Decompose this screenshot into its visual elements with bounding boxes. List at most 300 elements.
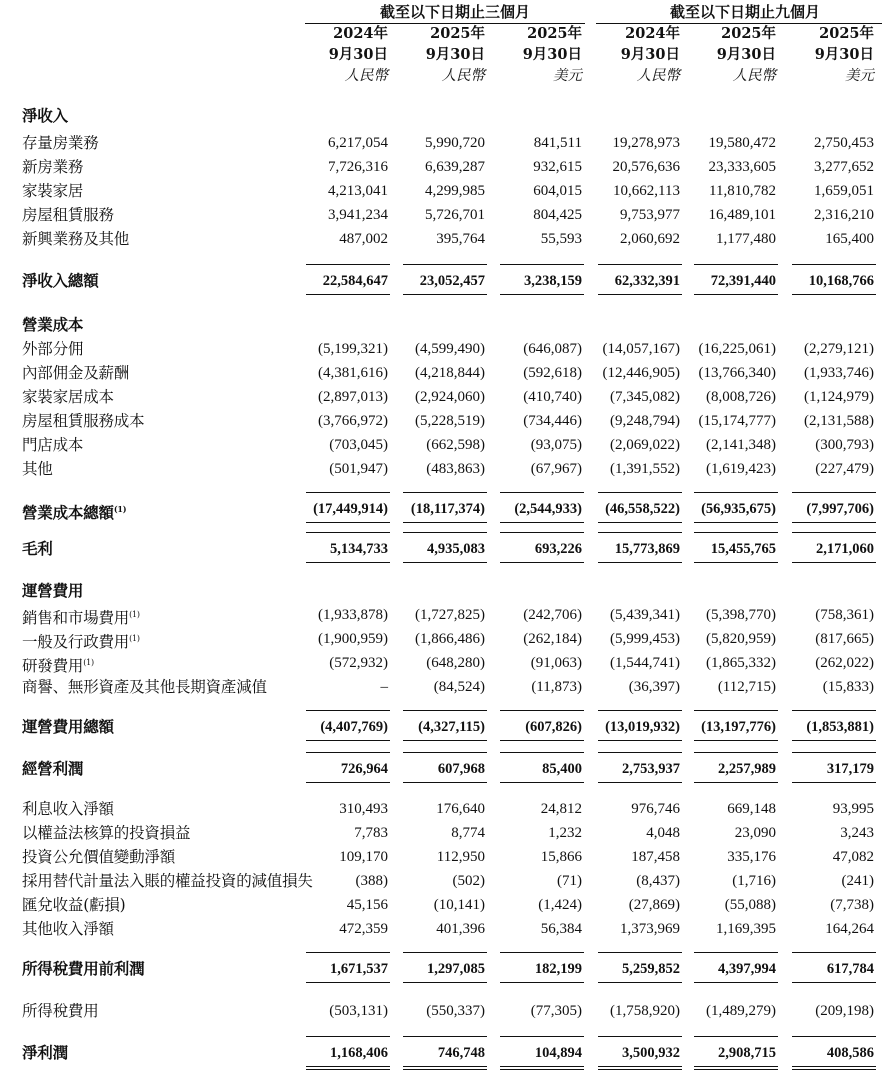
value-cell: (483,863) [426,461,485,477]
row-label-text: 門店成本 [22,436,84,454]
value-cell: 6,217,054 [328,135,388,151]
value-cell: (758,361) [815,607,874,623]
row-label-text: 家裝家居成本 [22,388,114,406]
value-cell: 19,278,973 [612,135,680,151]
value-cell: 4,935,083 [427,541,485,557]
value-cell: (4,407,769) [320,719,388,735]
total-rule-above [500,710,584,711]
total-rule-above [598,752,682,753]
total-rule-above [792,710,876,711]
total-rule-below [306,782,390,783]
value-cell: 4,213,041 [328,183,388,199]
value-cell: (5,199,321) [318,341,388,357]
value-cell: 669,148 [727,801,776,817]
value-cell: 55,593 [540,231,582,247]
row-label [22,1002,99,1020]
value-cell: (572,932) [329,655,388,671]
total-double-rule [306,1069,390,1070]
value-cell: 5,259,852 [622,961,680,977]
row-label [22,460,53,478]
column-header-currency: 人民幣 [636,68,680,84]
row-label-text: 以權益法核算的投資損益 [22,824,191,842]
value-cell: (550,337) [426,1003,485,1019]
value-cell: (2,924,060) [415,389,485,405]
total-rule-above [792,1036,876,1037]
value-cell: 165,400 [825,231,874,247]
value-cell: 3,500,932 [622,1045,680,1061]
value-cell: (91,063) [530,655,582,671]
total-double-rule [792,1069,876,1070]
value-cell: 1,232 [548,825,582,841]
value-cell: (2,141,348) [706,437,776,453]
value-cell: (17,449,914) [313,501,388,517]
value-cell: 1,659,051 [814,183,874,199]
total-rule-above [694,1036,778,1037]
row-label [22,500,126,522]
value-cell: 1,168,406 [330,1045,388,1061]
value-cell: (13,766,340) [698,365,776,381]
total-rule-below [598,982,682,983]
row-label-text: 研發費用 [22,657,84,676]
value-cell: 3,238,159 [524,273,582,289]
value-cell: (1,391,552) [610,461,680,477]
total-rule-below [500,740,584,741]
value-cell: (502) [452,873,485,889]
value-cell: (241) [841,873,874,889]
value-cell: 472,359 [339,921,388,937]
value-cell: (1,619,423) [706,461,776,477]
row-label [22,800,114,818]
value-cell: 15,773,869 [614,541,680,557]
total-rule-below [694,562,778,563]
value-cell: (5,398,770) [706,607,776,623]
total-rule-above [694,492,778,493]
value-cell: (592,618) [523,365,582,381]
value-cell: 1,373,969 [620,921,680,937]
value-cell: (2,131,588) [804,413,874,429]
row-label-text: 匯兌收益(虧損) [22,896,126,914]
value-cell: (1,727,825) [415,607,485,623]
value-cell: 693,226 [534,541,582,557]
total-rule-below [500,562,584,563]
value-cell: 5,990,720 [425,135,485,151]
total-rule-below [500,982,584,983]
column-header-year: 2025年 [819,25,874,42]
value-cell: (46,558,522) [605,501,680,517]
value-cell: 1,297,085 [427,961,485,977]
value-cell: (1,124,979) [804,389,874,405]
total-rule-above [500,532,584,533]
total-rule-above [403,710,487,711]
row-label [22,848,175,866]
row-label-text: 一般及行政費用 [22,633,130,652]
header-three-months: 截至以下日期止三個月 [379,3,530,21]
value-cell: 2,060,692 [620,231,680,247]
footnote-marker: (1) [129,634,140,643]
column-header-date: 9月30日 [328,46,388,63]
value-cell: (4,599,490) [415,341,485,357]
row-label [22,540,53,558]
value-cell: (209,198) [815,1003,874,1019]
value-cell: (112,715) [717,679,776,695]
row-label [22,230,129,248]
row-label-text: 其他收入淨額 [22,920,114,938]
row-label-text: 存量房業務 [22,134,99,152]
row-label [22,824,190,842]
value-cell: 2,257,989 [718,761,776,777]
row-label [22,920,114,938]
value-cell: (4,218,844) [415,365,485,381]
row-label-text: 房屋租賃服務成本 [22,412,145,430]
total-rule-below [306,740,390,741]
value-cell: (703,045) [329,437,388,453]
value-cell: (11,873) [531,679,582,695]
value-cell: (9,248,794) [610,413,680,429]
row-label-text: 利息收入淨額 [22,800,114,818]
value-cell: (5,999,453) [610,631,680,647]
total-rule-above [403,1036,487,1037]
value-cell: (16,225,061) [698,341,776,357]
total-rule-below [792,522,876,523]
value-cell: 7,726,316 [328,159,388,175]
total-rule-above [694,710,778,711]
value-cell: 93,995 [832,801,874,817]
value-cell: 109,170 [339,849,388,865]
total-rule-above [500,492,584,493]
value-cell: 5,726,701 [425,207,485,223]
value-cell: (1,865,332) [706,655,776,671]
value-cell: 22,584,647 [322,273,388,289]
value-cell: 604,015 [533,183,582,199]
total-rule-above [792,752,876,753]
header-nine-months-rule [596,23,882,24]
total-rule-below [403,522,487,523]
value-cell: (84,524) [433,679,485,695]
value-cell: (5,439,341) [610,607,680,623]
total-rule-below [792,294,876,295]
row-label-text: 商譽、無形資產及其他長期資產減值 [22,678,267,696]
value-cell: 9,753,977 [620,207,680,223]
row-label-text: 營業成本 [22,315,84,334]
column-header-date: 9月30日 [716,46,776,63]
value-cell: (7,997,706) [806,501,874,517]
value-cell: (262,184) [523,631,582,647]
total-rule-below [792,1066,876,1067]
value-cell: 310,493 [339,801,388,817]
value-cell: 841,511 [533,135,582,151]
row-label-text: 運營費用總額 [22,717,114,736]
value-cell: 804,425 [533,207,582,223]
row-label [22,182,83,200]
total-rule-above [694,264,778,265]
column-header-date: 9月30日 [620,46,680,63]
value-cell: 3,243 [840,825,874,841]
row-label [22,1044,68,1062]
value-cell: 24,812 [540,801,582,817]
row-label [22,158,83,176]
value-cell: (7,738) [830,897,874,913]
total-double-rule [598,1069,682,1070]
total-rule-above [306,264,390,265]
row-label-text: 淨利潤 [22,1043,68,1062]
total-rule-below [403,294,487,295]
total-rule-above [403,492,487,493]
value-cell: (55,088) [724,897,776,913]
column-header-year: 2025年 [527,25,582,42]
total-rule-below [792,782,876,783]
value-cell: (300,793) [815,437,874,453]
value-cell: 2,753,937 [622,761,680,777]
row-label [22,606,140,627]
total-rule-below [403,782,487,783]
section-heading [22,582,83,600]
value-cell: 5,134,733 [330,541,388,557]
value-cell: 726,964 [340,761,388,777]
value-cell: (648,280) [426,655,485,671]
header-three-months-rule [305,23,585,24]
value-cell: (71) [557,873,582,889]
value-cell: (77,305) [530,1003,582,1019]
footnote-marker: (1) [113,504,127,514]
row-label [22,896,126,914]
row-label [22,872,313,890]
value-cell: 4,048 [646,825,680,841]
column-header-currency: 美元 [553,68,582,84]
value-cell: 4,397,994 [718,961,776,977]
row-label [22,340,83,358]
total-rule-below [792,982,876,983]
total-rule-below [403,1066,487,1067]
total-rule-below [792,740,876,741]
value-cell: (1,758,920) [610,1003,680,1019]
value-cell: (1,866,486) [415,631,485,647]
value-cell: (15,174,777) [698,413,776,429]
total-rule-above [500,952,584,953]
total-rule-below [500,782,584,783]
column-header-year: 2025年 [430,25,485,42]
value-cell: (56,935,675) [701,501,776,517]
column-header-currency: 人民幣 [441,68,485,84]
row-label [22,960,144,978]
value-cell: (410,740) [523,389,582,405]
value-cell: (662,598) [426,437,485,453]
row-label [22,206,114,224]
total-rule-below [598,740,682,741]
total-rule-below [500,1066,584,1067]
total-rule-above [792,532,876,533]
column-header-currency: 美元 [845,68,874,84]
total-rule-above [598,1036,682,1037]
value-cell: (8,008,726) [706,389,776,405]
total-rule-above [403,752,487,753]
value-cell: (13,019,932) [605,719,680,735]
row-label-text: 所得稅費用 [22,1002,99,1020]
value-cell: 10,168,766 [808,273,874,289]
total-rule-below [500,294,584,295]
value-cell: 932,615 [533,159,582,175]
total-rule-above [403,532,487,533]
total-rule-below [306,562,390,563]
value-cell: 72,391,440 [710,273,776,289]
value-cell: 10,662,113 [613,183,680,199]
value-cell: 617,784 [826,961,874,977]
total-rule-below [694,782,778,783]
value-cell: (10,141) [433,897,485,913]
row-label-text: 經營利潤 [22,759,84,778]
value-cell: (734,446) [523,413,582,429]
value-cell: 335,176 [727,849,776,865]
value-cell: 746,748 [437,1045,485,1061]
value-cell: 11,810,782 [709,183,776,199]
total-rule-below [598,294,682,295]
value-cell: (1,716) [732,873,776,889]
row-label [22,678,267,696]
value-cell: (15,833) [822,679,874,695]
value-cell: 23,052,457 [419,273,485,289]
value-cell: (503,131) [329,1003,388,1019]
value-cell: 16,489,101 [708,207,776,223]
total-rule-above [306,710,390,711]
total-rule-below [694,294,778,295]
value-cell: 15,866 [540,849,582,865]
value-cell: (262,022) [815,655,874,671]
value-cell: 8,774 [451,825,485,841]
value-cell: 3,941,234 [328,207,388,223]
value-cell: 1,177,480 [716,231,776,247]
row-label-text: 所得稅費用前利潤 [22,959,145,978]
row-label-text: 房屋租賃服務 [22,206,114,224]
section-heading [22,107,68,125]
total-rule-above [306,752,390,753]
row-label [22,718,114,736]
value-cell: 408,586 [826,1045,874,1061]
value-cell: (646,087) [523,341,582,357]
row-label-text: 淨收入 [22,106,68,125]
total-rule-below [403,562,487,563]
value-cell: 7,783 [354,825,388,841]
value-cell: 2,750,453 [814,135,874,151]
value-cell: (1,933,878) [318,607,388,623]
value-cell: 176,640 [436,801,485,817]
row-label-text: 採用替代計量法入賬的權益投資的減值損失 [22,872,313,890]
total-rule-below [598,522,682,523]
total-rule-below [403,982,487,983]
total-rule-above [403,264,487,265]
value-cell: 104,894 [534,1045,582,1061]
value-cell: (2,897,013) [318,389,388,405]
total-rule-above [694,532,778,533]
column-header-year: 2025年 [721,25,776,42]
value-cell: 47,082 [832,849,874,865]
value-cell: 45,156 [346,897,388,913]
value-cell: 187,458 [631,849,680,865]
value-cell: (36,397) [628,679,680,695]
value-cell: (227,479) [815,461,874,477]
value-cell: (388) [355,873,388,889]
value-cell: 164,264 [825,921,874,937]
value-cell: 1,169,395 [716,921,776,937]
footnote-marker: (1) [83,658,94,667]
total-rule-above [598,532,682,533]
value-cell: – [380,679,388,695]
row-label-text: 銷售和市場費用 [22,609,130,628]
value-cell: 56,384 [540,921,582,937]
row-label-text: 營業成本總額 [22,503,114,523]
value-cell: (501,947) [329,461,388,477]
value-cell: (242,706) [523,607,582,623]
row-label-text: 外部分佣 [22,340,84,358]
total-double-rule [694,1069,778,1070]
column-header-date: 9月30日 [522,46,582,63]
value-cell: (27,869) [628,897,680,913]
value-cell: 2,908,715 [718,1045,776,1061]
value-cell: 976,746 [631,801,680,817]
value-cell: 85,400 [542,761,582,777]
value-cell: 112,950 [436,849,485,865]
total-rule-below [694,522,778,523]
value-cell: 607,968 [437,761,485,777]
total-rule-below [694,1066,778,1067]
column-header-currency: 人民幣 [732,68,776,84]
value-cell: 1,671,537 [330,961,388,977]
row-label-text: 新興業務及其他 [22,230,130,248]
value-cell: (607,826) [525,719,582,735]
row-label-text: 淨收入總額 [22,271,99,290]
row-label-text: 內部佣金及薪酬 [22,364,130,382]
total-rule-below [306,982,390,983]
total-rule-above [500,1036,584,1037]
value-cell: 20,576,636 [612,159,680,175]
value-cell: (2,069,022) [610,437,680,453]
total-rule-above [598,952,682,953]
value-cell: (2,544,933) [514,501,582,517]
column-header-year: 2024年 [333,25,388,42]
row-label [22,630,140,651]
footnote-marker: (1) [129,610,140,619]
value-cell: (4,327,115) [418,719,485,735]
total-rule-above [403,952,487,953]
row-label [22,272,99,290]
value-cell: 395,764 [436,231,485,247]
value-cell: 2,171,060 [816,541,874,557]
column-header-year: 2024年 [625,25,680,42]
total-rule-above [306,952,390,953]
column-header-date: 9月30日 [814,46,874,63]
total-rule-above [792,264,876,265]
row-label-text: 毛利 [22,539,53,558]
value-cell: (5,820,959) [706,631,776,647]
value-cell: (1,544,741) [610,655,680,671]
total-rule-below [792,562,876,563]
total-rule-below [694,740,778,741]
total-rule-below [598,562,682,563]
row-label-text: 家裝家居 [22,182,84,200]
total-rule-above [598,264,682,265]
value-cell: (18,117,374) [410,501,485,517]
total-rule-above [598,710,682,711]
total-rule-above [694,752,778,753]
value-cell: 4,299,985 [425,183,485,199]
total-rule-below [306,294,390,295]
value-cell: (1,424) [538,897,582,913]
total-double-rule [500,1069,584,1070]
column-header-currency: 人民幣 [344,68,388,84]
row-label [22,412,144,430]
value-cell: (1,933,746) [804,365,874,381]
value-cell: (7,345,082) [610,389,680,405]
total-rule-above [792,952,876,953]
total-rule-above [306,1036,390,1037]
